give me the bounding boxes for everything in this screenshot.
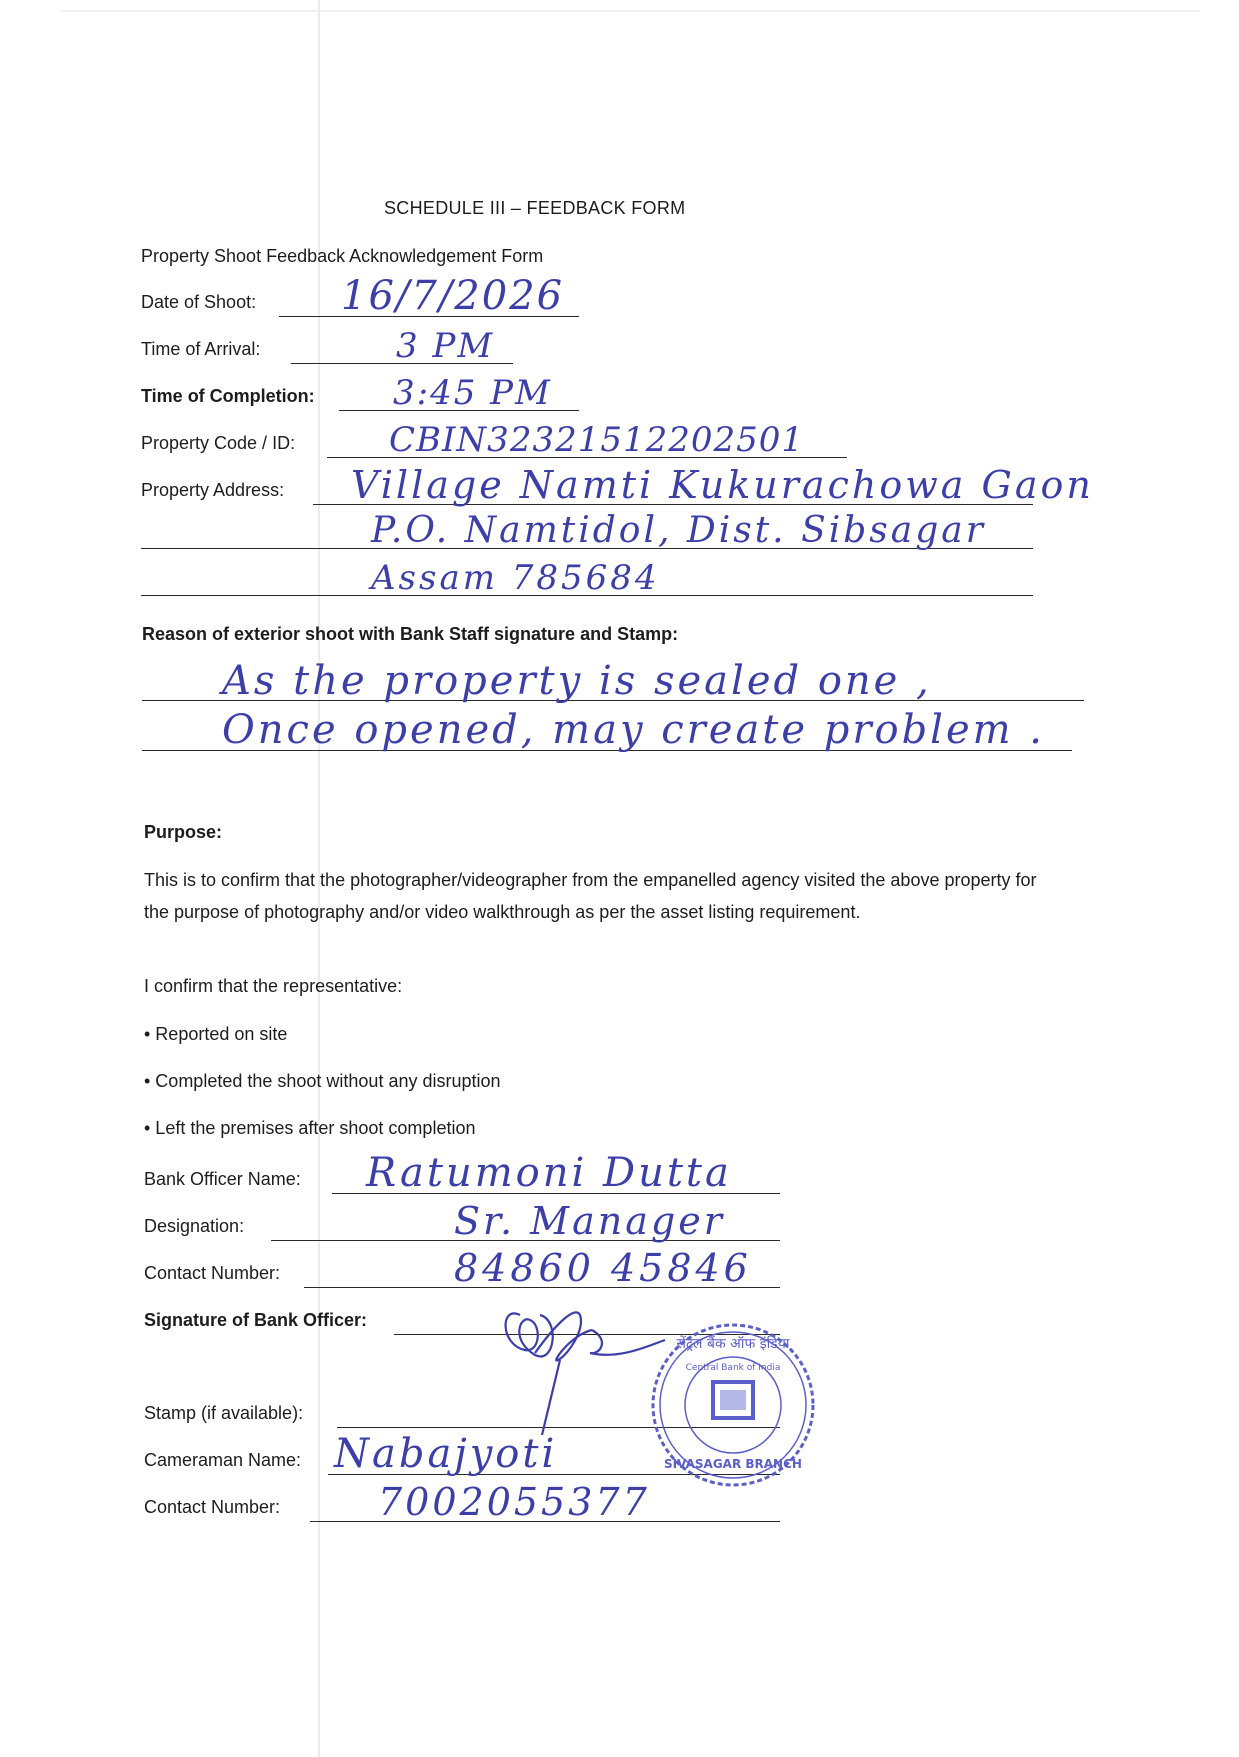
- designation-label: Designation:: [144, 1216, 245, 1236]
- officer-name-value: Ratumoni Dutta: [366, 1150, 732, 1196]
- time-of-arrival-label: Time of Arrival:: [141, 339, 261, 359]
- date-of-shoot-label: Date of Shoot:: [141, 292, 257, 312]
- officer-name-row: [144, 1150, 844, 1196]
- confirm-text: I confirm that the representative:: [144, 976, 403, 996]
- property-address-value-3: Assam 785684: [371, 558, 660, 598]
- designation-value: Sr. Manager: [454, 1199, 725, 1243]
- cameraman-name-value: Nabajyoti: [334, 1431, 558, 1477]
- property-address-row-2: [141, 510, 1141, 551]
- property-code-value: CBIN32321512202501: [389, 420, 805, 460]
- time-of-arrival-row: [141, 326, 581, 366]
- reason-value-2: Once opened, may create problem .: [222, 707, 1046, 753]
- property-code-label: Property Code / ID:: [141, 433, 296, 453]
- bullet-completed: • Completed the shoot without any disruption: [144, 1071, 501, 1091]
- cameraman-name-label: Cameraman Name:: [144, 1450, 302, 1470]
- cameraman-contact-row: [144, 1480, 844, 1524]
- bullet-left-premises: • Left the premises after shoot completion: [144, 1118, 476, 1138]
- property-address-value-1: Village Namti Kukurachowa Gaon: [351, 463, 1094, 507]
- cameraman-contact-label: Contact Number:: [144, 1497, 281, 1517]
- reason-value-1: As the property is sealed one ,: [222, 658, 932, 704]
- date-of-shoot-value: 16/7/2026: [341, 273, 565, 319]
- time-of-arrival-value: 3 PM: [396, 326, 495, 366]
- stamp-text-branch: SIVASAGAR BRANCH: [664, 1457, 802, 1471]
- bank-branch-stamp: [648, 1320, 818, 1490]
- property-address-row-3: [141, 558, 1141, 598]
- bullet-reported: • Reported on site: [144, 1024, 288, 1044]
- property-address-value-2: P.O. Namtidol, Dist. Sibsagar: [371, 510, 986, 551]
- reason-heading: Reason of exterior shoot with Bank Staff signature and Stamp:: [142, 624, 679, 644]
- officer-name-label: Bank Officer Name:: [144, 1169, 301, 1189]
- officer-contact-value: 84860 45846: [454, 1246, 752, 1290]
- officer-signature-label: Signature of Bank Officer:: [144, 1310, 368, 1330]
- time-of-completion-value: 3:45 PM: [393, 373, 552, 413]
- form-subtitle: Property Shoot Feedback Acknowledgement Form: [141, 246, 544, 266]
- stamp-text-top: सेंट्रल बैंक ऑफ इंडिया: [676, 1336, 790, 1352]
- scan-edge-line: [60, 10, 1200, 12]
- form-title: SCHEDULE III – FEEDBACK FORM: [384, 198, 686, 218]
- time-of-completion-label: Time of Completion:: [141, 386, 315, 406]
- purpose-heading: Purpose:: [144, 822, 223, 842]
- bank-officer-signature-image: [480, 1285, 670, 1435]
- time-of-completion-row: [141, 373, 641, 413]
- date-of-shoot-row: [141, 273, 581, 319]
- stamp-text-mid: Central Bank of India: [685, 1363, 781, 1373]
- property-code-row: [141, 420, 901, 460]
- property-address-row: [141, 463, 1141, 507]
- purpose-text: This is to confirm that the photographer/videographer from the empanelled agency visited the above property for the purpose of photography and/or video walkthrough as per the asset listing requirement.: [144, 870, 1037, 922]
- cameraman-contact-value: 7002055377: [378, 1480, 650, 1524]
- property-address-label: Property Address:: [141, 480, 285, 500]
- designation-row: [144, 1199, 844, 1243]
- stamp-label: Stamp (if available):: [144, 1403, 304, 1423]
- officer-contact-row: [144, 1246, 844, 1290]
- officer-contact-label: Contact Number:: [144, 1263, 281, 1283]
